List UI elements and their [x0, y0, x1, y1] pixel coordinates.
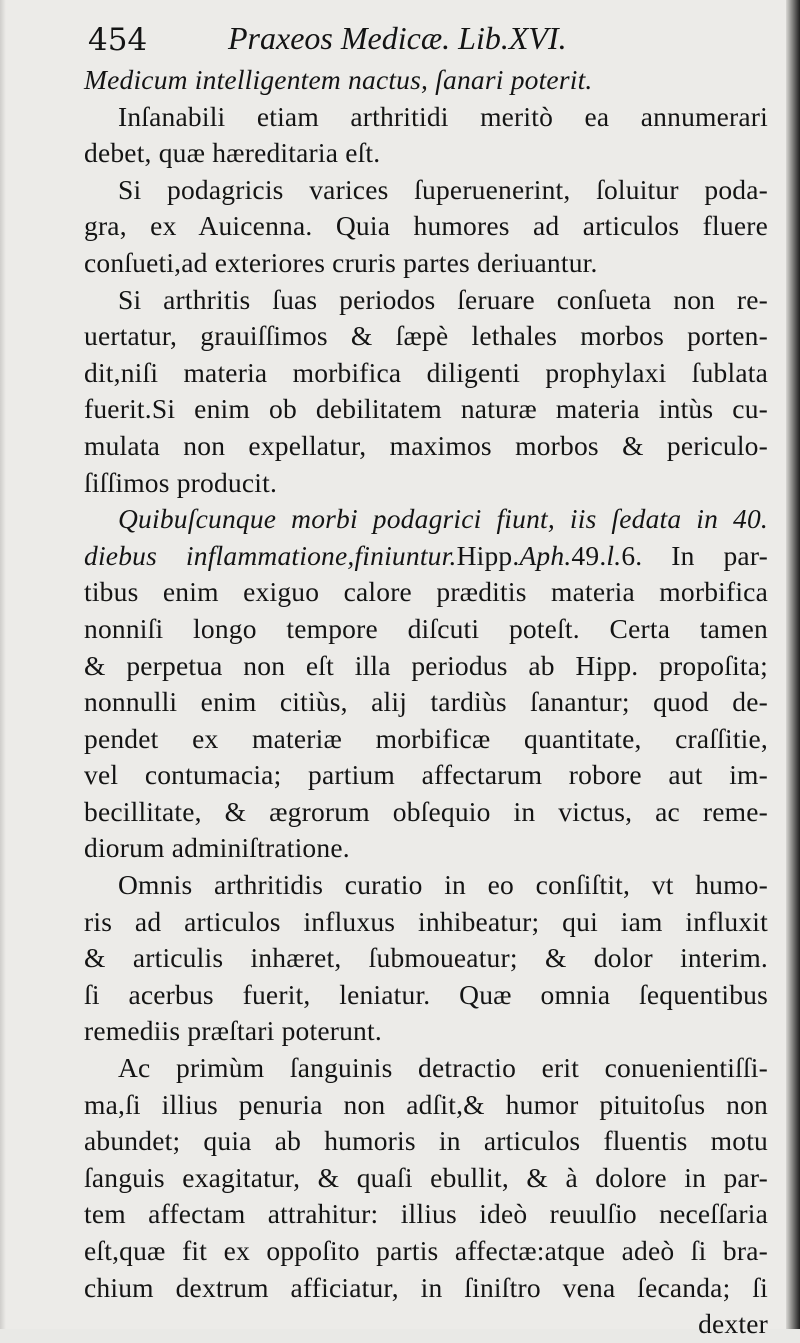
text-run: diebus inflammatione,finiuntur.	[84, 539, 457, 571]
text-line	[84, 428, 768, 465]
text-line	[84, 172, 768, 209]
text-run: Omnis arthritidis curatio in eo conſiſtit, vt humo-	[118, 869, 768, 901]
text-line	[84, 794, 768, 831]
text-line	[84, 1087, 768, 1124]
page-number: 454	[88, 22, 148, 58]
text-run: ſanguis exagitatur, & quaſi ebullit, & à dolore in par-	[84, 1161, 768, 1193]
text-run: fuerit.Si enim ob debilitatem naturæ materia intùs cu-	[84, 393, 768, 425]
page-header	[88, 14, 628, 64]
page-gutter-shadow	[0, 0, 6, 1329]
text-run: Medicum intelligentem nactus, ſanari poterit.	[84, 64, 593, 95]
text-run: Si podagricis varices ſuperuenerint, ſoluitur poda-	[118, 173, 768, 205]
text-run: l.	[606, 539, 622, 571]
text-line	[84, 977, 768, 1014]
text-line	[84, 538, 768, 575]
text-line	[84, 62, 768, 99]
text-line	[84, 574, 768, 611]
text-line	[84, 1013, 768, 1050]
text-line	[84, 757, 768, 794]
text-line	[84, 1050, 768, 1087]
text-line	[84, 282, 768, 319]
text-run: tibus enim exiguo calore præditis materia morbifica	[84, 576, 768, 608]
text-run: chium dextrum afficiatur, in ſiniſtro vena ſecanda; ſi	[84, 1271, 768, 1303]
text-line	[84, 830, 768, 867]
text-line	[84, 1233, 768, 1270]
text-run: dit,niſi materia morbifica diligenti prophylaxi ſublata	[84, 356, 768, 388]
text-line	[84, 721, 768, 758]
text-line	[84, 99, 768, 136]
text-line	[84, 611, 768, 648]
text-line	[84, 1196, 768, 1233]
text-run: debet, quæ hæreditaria eſt.	[84, 137, 381, 169]
text-run: diorum adminiſtratione.	[84, 832, 350, 864]
text-line	[84, 391, 768, 428]
text-run: eſt,quæ fit ex oppoſito partis affectæ:atque adeò ſi bra-	[84, 1235, 768, 1266]
text-run: vel contumacia; partium affectarum robore aut im-	[84, 759, 768, 791]
text-run: ris ad articulos influxus inhibeatur; qui iam influxit	[84, 905, 768, 937]
body-text	[84, 62, 768, 1343]
text-line	[84, 940, 768, 977]
text-run: remediis præſtari poterunt.	[84, 1015, 382, 1047]
text-run: becillitate, & ægrorum obſequio in victus, ac reme-	[84, 795, 768, 827]
text-run: ſiſſimos producit.	[84, 466, 278, 498]
text-line	[84, 648, 768, 685]
text-run: Ac primùm ſanguinis detractio erit conuenientiſſi-	[118, 1052, 768, 1084]
text-line	[84, 208, 768, 245]
text-line	[84, 355, 768, 392]
text-run: abundet; quia ab humoris in articulos fluentis motu	[84, 1125, 768, 1157]
text-run: tem affectam attrahitur: illius ideò reuulſio neceſſaria	[84, 1198, 768, 1230]
text-run: Hipp.	[456, 539, 520, 571]
text-run: Quibuſcunque morbi podagrici fiunt, iis ſedata in 40.	[118, 503, 768, 535]
text-line	[84, 135, 768, 172]
text-line	[84, 1306, 768, 1343]
text-line	[84, 501, 768, 538]
text-run: conſueti,ad exteriores cruris partes deriuantur.	[84, 246, 598, 278]
text-line	[84, 318, 768, 355]
text-run: ſi acerbus fuerit, leniatur. Quæ omnia ſequentibus	[84, 978, 768, 1010]
text-run: nonnulli enim citiùs, alij tardiùs ſanantur; quod de-	[84, 686, 768, 718]
text-run: & articulis inhæret, ſubmoueatur; & dolor interim.	[84, 942, 768, 974]
text-line	[84, 684, 768, 721]
text-run: ma,ſi illius penuria non adſit,& humor pituitoſus non	[84, 1088, 768, 1120]
text-line	[84, 465, 768, 502]
text-run: mulata non expellatur, maximos morbos & periculo-	[84, 429, 768, 461]
text-run: pendet ex materiæ morbificæ quantitate, craſſitie,	[84, 722, 768, 754]
text-line	[84, 904, 768, 941]
text-run: Si arthritis ſuas periodos ſeruare conſueta non re-	[118, 283, 768, 315]
page-edge-shadow	[786, 0, 800, 1329]
text-line	[84, 1123, 768, 1160]
text-line	[84, 245, 768, 282]
text-run: nonniſi longo tempore diſcuti poteſt. Certa tamen	[84, 612, 768, 644]
text-run: gra, ex Auicenna. Quia humores ad articulos fluere	[84, 210, 768, 242]
text-line	[84, 1160, 768, 1197]
text-line	[84, 1270, 768, 1307]
text-run: Inſanabili etiam arthritidi meritò ea annumerari	[118, 100, 768, 132]
running-head: Praxeos Medicæ. Lib.XVI.	[228, 20, 567, 56]
text-line	[84, 867, 768, 904]
text-run: uertatur, grauiſſimos & ſæpè lethales morbos porten-	[84, 320, 768, 352]
text-run: dexter	[698, 1308, 768, 1340]
text-run: & perpetua non eſt illa periodus ab Hipp. propoſita;	[84, 649, 768, 681]
text-run: 6. In par-	[621, 539, 768, 571]
text-run: 49.	[571, 539, 607, 571]
text-run: Aph.	[519, 539, 572, 571]
